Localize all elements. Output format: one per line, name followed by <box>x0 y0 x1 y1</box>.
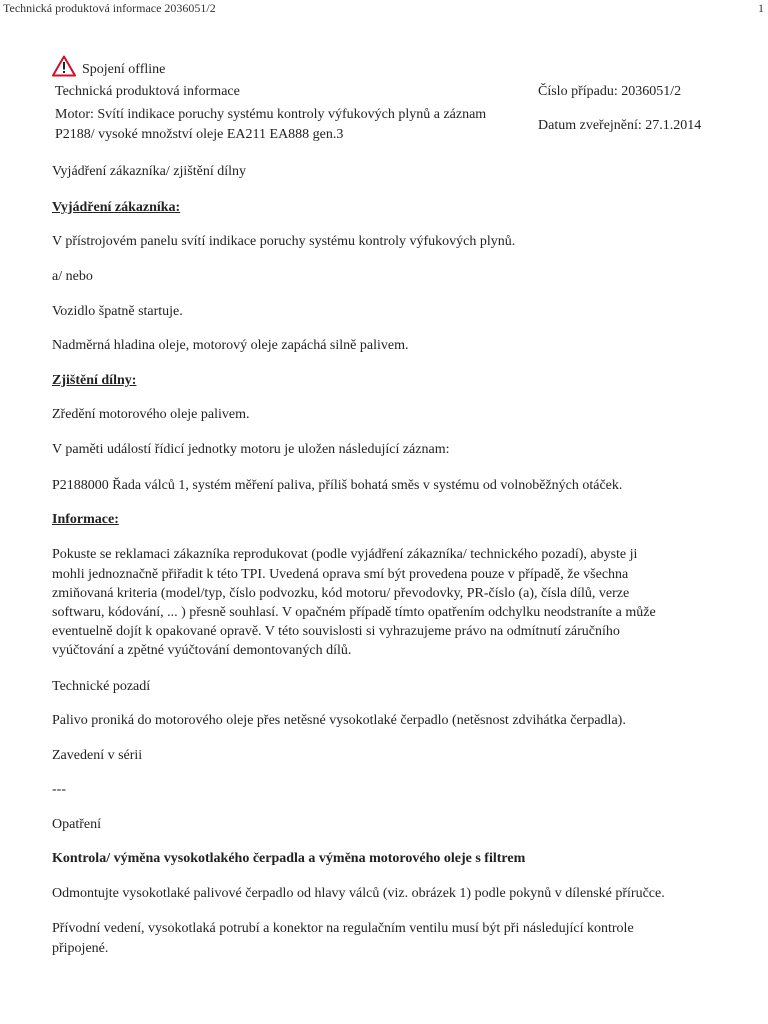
measure-title: Kontrola/ výměna vysokotlakého čerpadla a výměna motorového oleje s filtrem <box>52 851 526 866</box>
tech-heading: Technické pozadí <box>52 679 151 694</box>
customer-paragraph-3: Vozidlo špatně startuje. <box>52 304 183 319</box>
info-line: vyúčtování a zpětné vyúčtování demontovaných dílů. <box>52 643 352 658</box>
doc-kind: Technická produktová informace <box>55 84 240 99</box>
workshop-heading: Zjištění dílny: <box>52 373 137 388</box>
case-number: Číslo případu: 2036051/2 <box>538 84 682 99</box>
print-header <box>0 0 768 16</box>
measure-paragraph-2-line1: Přívodní vedení, vysokotlaká potrubí a konektor na regulačním ventilu musí být při následující kontrole <box>52 921 634 936</box>
customer-paragraph-2: a/ nebo <box>52 269 93 284</box>
publish-date: Datum zveřejnění: 27.1.2014 <box>538 118 702 133</box>
series-heading: Zavedení v sérii <box>52 748 143 763</box>
page-number: 1 <box>758 1 764 15</box>
info-heading: Informace: <box>52 512 119 527</box>
measure-paragraph-2-line2: připojené. <box>52 941 109 956</box>
info-line: zmiňovaná kriteria (model/typ, číslo podvozku, kód motoru/ převodovky, PR-číslo (a), čísla dílů, verze <box>52 586 630 601</box>
workshop-paragraph-3: P2188000 Řada válců 1, systém měření paliva, příliš bohatá směs v systému od volnoběžných otáček. <box>52 478 623 493</box>
doc-subject-line2: P2188/ vysoké množství oleje EA211 EA888 gen.3 <box>55 127 344 142</box>
workshop-paragraph-1: Zředění motorového oleje palivem. <box>52 407 250 422</box>
info-line: eventuelně dojít k opakované opravě. V této souvislosti si vyhrazujeme právo na odmítnutí záručního <box>52 624 620 639</box>
tech-paragraph: Palivo proniká do motorového oleje přes netěsné vysokotlaké čerpadlo (netěsnost zdvihátka čerpadla). <box>52 713 626 728</box>
section-title: Vyjádření zákazníka/ zjištění dílny <box>52 164 246 179</box>
measure-paragraph-1: Odmontujte vysokotlaké palivové čerpadlo od hlavy válců (viz. obrázek 1) podle pokynů v dílenské příručce. <box>52 886 665 901</box>
customer-paragraph-4: Nadměrná hladina oleje, motorový oleje zapáchá silně palivem. <box>52 338 409 353</box>
workshop-paragraph-2: V paměti událostí řídicí jednotky motoru je uložen následující záznam: <box>52 442 450 457</box>
header-doc-title: Technická produktová informace 2036051/2 <box>3 1 216 15</box>
info-line: mohli jednoznačně přiřadit k této TPI. Uvedená oprava smí být provedena pouze v případě, že všechna <box>52 567 629 582</box>
connection-status: Spojení offline <box>82 62 166 77</box>
warning-triangle-icon <box>52 55 76 77</box>
info-line: Pokuste se reklamaci zákazníka reprodukovat (podle vyjádření zákazníka/ technického pozadí), abyste ji <box>52 547 638 562</box>
info-line: softwaru, kódování, ... ) přesně souhlasí. V opačném případě tímto opatřením odchylku neodstraníte a může <box>52 605 656 620</box>
measure-heading: Opatření <box>52 817 101 832</box>
series-paragraph: --- <box>52 782 66 797</box>
customer-heading: Vyjádření zákazníka: <box>52 200 181 215</box>
doc-subject-line1: Motor: Svítí indikace poruchy systému kontroly výfukových plynů a záznam <box>55 107 487 122</box>
customer-paragraph-1: V přístrojovém panelu svítí indikace poruchy systému kontroly výfukových plynů. <box>52 234 516 249</box>
